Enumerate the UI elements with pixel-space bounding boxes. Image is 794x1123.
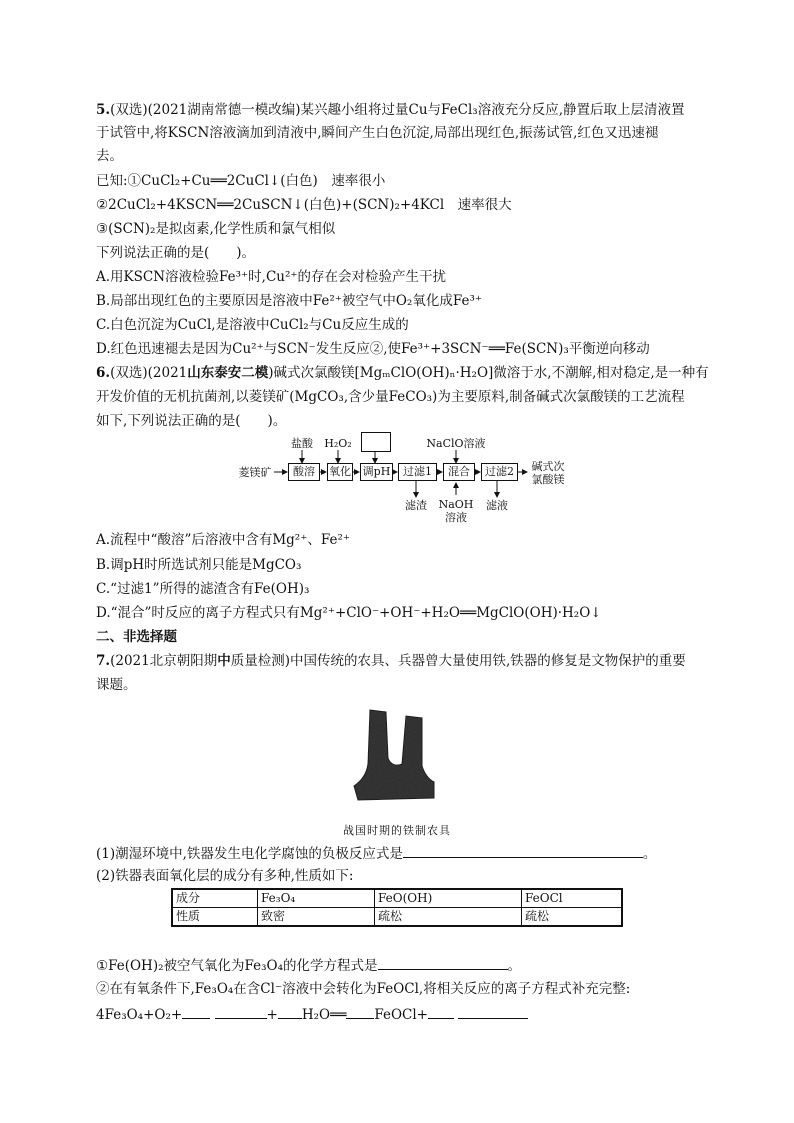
q7-sub-2: ②在有氧条件下,Fe₃O₄在含Cl⁻溶液中会转化为FeOCl,将相关反应的离子方程式补充完整:	[96, 981, 631, 997]
answer-blank-1[interactable]	[403, 843, 643, 858]
q7-number: 7.	[96, 653, 111, 669]
process-flow-diagram	[238, 432, 565, 528]
q5-option-b: B.局部出现红色的主要原因是溶液中Fe²⁺被空气中O₂氧化成Fe³⁺	[96, 293, 483, 309]
eq-part-d: FeOCl+	[374, 1007, 428, 1023]
table-cell: Fe₃O₄	[258, 889, 375, 908]
q6-option-a: A.流程中“酸溶”后溶液中含有Mg²⁺、Fe²⁺	[96, 532, 351, 548]
q6-line-3: 如下,下列说法正确的是( )。	[96, 413, 287, 429]
q7-bold-char: 中	[217, 653, 231, 669]
flow-step-adjust-ph: 调pH	[360, 463, 393, 481]
q7-equation	[96, 1004, 528, 1025]
eq-part-c: H₂O══	[301, 1007, 347, 1023]
iron-tool-photo	[352, 706, 436, 802]
flow-naoh-line-1: NaOH	[438, 498, 474, 511]
flow-naclo-label: NaClO溶液	[426, 437, 486, 450]
flow-product-line-2: 氯酸镁	[531, 473, 565, 486]
q5-option-c: C.白色沉淀为CuCl,是溶液中CuCl₂与Cu反应生成的	[96, 317, 409, 333]
flow-naoh-label	[438, 498, 474, 524]
q5-known-1: 已知:①CuCl₂+Cu══2CuCl↓(白色) 速率很小	[96, 173, 386, 189]
q5-line-1	[96, 100, 685, 120]
q7-part-2: (2)铁器表面氧化层的成分有多种,性质如下:	[96, 868, 354, 884]
flow-product-line-1: 碱式次	[531, 460, 565, 473]
q6-line-1	[96, 363, 709, 383]
q5-text: (双选)(2021湖南常德一模改编)某兴趣小组将过量Cu与FeCl₃溶液充分反应,静置后取上层清液置	[110, 102, 685, 118]
table-row	[172, 908, 622, 927]
flow-filtrate-label: 滤液	[486, 499, 508, 512]
q6-text-c: )碱式次氯酸镁[MgₘClO(OH)ₙ·H₂O]微溶于水,不潮解,相对稳定,是一种有	[268, 365, 709, 381]
table-cell: 致密	[258, 908, 375, 927]
flow-step-mix: 混合	[443, 463, 475, 481]
q7-text-c: 质量检测)中国传统的农具、兵器曾大量使用铁,铁器的修复是文物保护的重要	[230, 653, 686, 669]
flow-step-oxidize: 氧化	[327, 463, 353, 481]
q7-sub-1	[96, 955, 521, 976]
eq-blank-coef-4[interactable]	[428, 1004, 454, 1019]
q5-known-2: ②2CuCl₂+4KSCN══2CuSCN↓(白色)+(SCN)₂+4KCl 速率很大	[96, 197, 512, 213]
q7-sub-1-text: ①Fe(OH)₂被空气氧化为Fe₃O₄的化学方程式是	[96, 958, 378, 974]
flow-reagent-blank-box	[361, 432, 391, 452]
q5-option-d: D.红色迅速褪去是因为Cu²⁺与SCN⁻发生反应②,使Fe³⁺+3SCN⁻══Fe(SCN)₃平衡逆向移动	[96, 341, 650, 357]
q6-line-2: 开发价值的无机抗菌剂,以菱镁矿(MgCO₃,含少量FeCO₃)为主要原料,制备碱式次氯酸镁的工艺流程	[96, 389, 685, 405]
q5-known-3: ③(SCN)₂是拟卤素,化学性质和氯气相似	[96, 221, 336, 237]
q7-part-1-text: (1)潮湿环境中,铁器发生电化学腐蚀的负极反应式是	[96, 846, 403, 862]
q7-sub-1-end: 。	[507, 958, 522, 974]
flow-hcl-label: 盐酸	[291, 437, 313, 450]
flow-residue-label: 滤渣	[405, 499, 427, 512]
section-heading: 二、非选择题	[96, 629, 177, 645]
flow-step-filter-2: 过滤2	[481, 463, 518, 481]
table-cell: 疏松	[522, 908, 623, 927]
table-cell: 疏松	[375, 908, 522, 927]
q7-line-2: 课题。	[96, 677, 137, 693]
q5-line-3: 去。	[96, 148, 123, 164]
q7-part-1	[96, 843, 656, 864]
eq-blank-coef-3[interactable]	[346, 1004, 374, 1019]
flow-raw-material: 菱镁矿	[238, 466, 272, 479]
eq-blank-coef-1[interactable]	[182, 1004, 210, 1019]
q6-source-bold: 山东泰安二模	[187, 365, 269, 381]
q5-line-2: 于试管中,将KSCN溶液滴加到清液中,瞬间产生白色沉淀,局部出现红色,振荡试管,红色又迅速褪	[96, 125, 659, 141]
q6-option-c: C.“过滤1”所得的滤渣含有Fe(OH)₃	[96, 581, 310, 597]
q6-option-d: D.“混合”时反应的离子方程式只有Mg²⁺+ClO⁻+OH⁻+H₂O══MgClO(OH)·H₂O↓	[96, 605, 602, 621]
flow-product	[528, 460, 568, 486]
q7-text-a: (2021北京朝阳期	[110, 653, 218, 669]
q5-question: 下列说法正确的是( )。	[96, 245, 256, 261]
q6-text-a: (双选)(2021	[110, 365, 188, 381]
q5-option-a: A.用KSCN溶液检验Fe³⁺时,Cu²⁺的存在会对检验产生干扰	[96, 269, 447, 285]
q7-part-1-end: 。	[642, 846, 657, 862]
q6-number: 6.	[96, 365, 111, 381]
eq-blank-species-2[interactable]	[458, 1004, 528, 1019]
flow-step-acid-dissolve: 酸溶	[288, 463, 320, 481]
flow-step-filter-1: 过滤1	[398, 463, 437, 481]
figure-caption: 战国时期的铁制农具	[343, 824, 451, 837]
table-row	[172, 889, 622, 908]
q5-number: 5.	[96, 102, 111, 118]
flow-naoh-line-2: 溶液	[445, 511, 467, 524]
table-cell: 成分	[172, 889, 258, 908]
flow-h2o2-label: H₂O₂	[324, 437, 352, 450]
q6-option-b: B.调pH时所选试剂只能是MgCO₃	[96, 557, 302, 573]
eq-part-b: +	[266, 1007, 278, 1023]
table-cell: FeOCl	[522, 889, 623, 908]
table-cell: 性质	[172, 908, 258, 927]
q7-line-1	[96, 651, 686, 671]
answer-blank-2[interactable]	[378, 955, 508, 970]
eq-part-a: 4Fe₃O₄+O₂+	[96, 1007, 183, 1023]
oxide-properties-table	[171, 888, 623, 927]
table-cell: FeO(OH)	[375, 889, 522, 908]
eq-blank-species-1[interactable]	[215, 1004, 267, 1019]
eq-blank-coef-2[interactable]	[278, 1004, 302, 1019]
